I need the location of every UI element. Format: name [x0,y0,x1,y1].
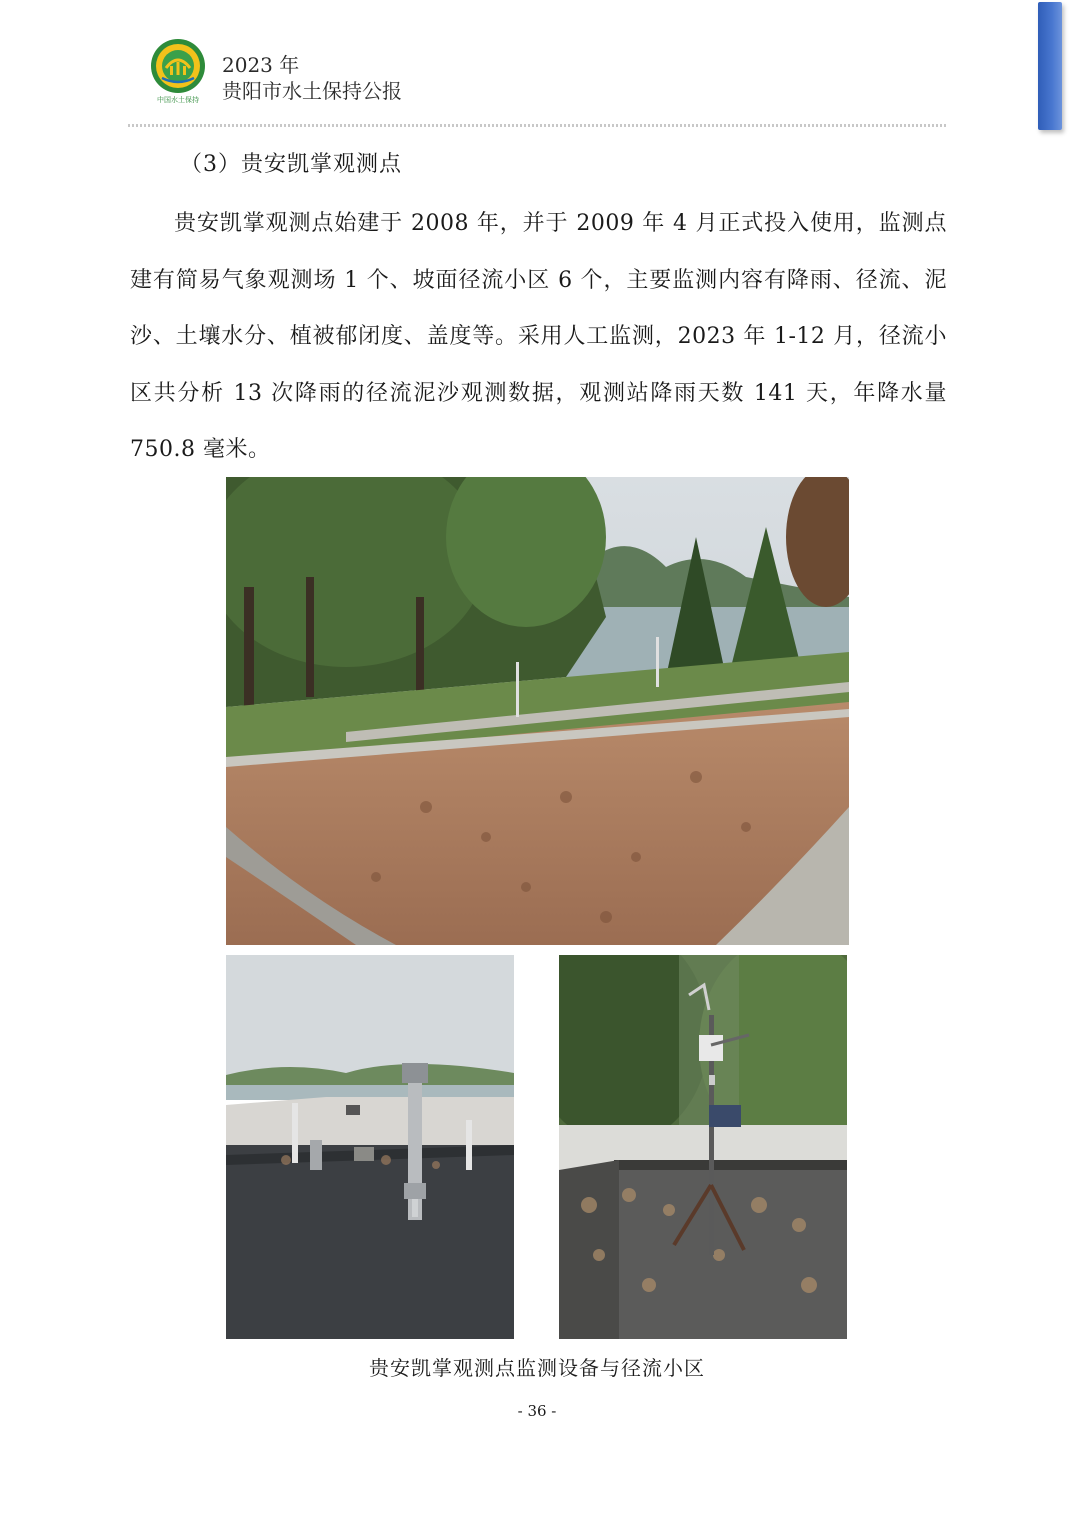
section-paragraph: 贵安凯掌观测点始建于 2008 年，并于 2009 年 4 月正式投入使用，监测点建有简易气象观测场 1 个、坡面径流小区 6 个，主要监测内容有降雨、径流、泥沙、土壤水分、植被郁闭度、盖度等。采用人工监测，2023 年 1-12 月，径流小区共分析 13 次降雨的径流泥沙观测数据，观测站降雨天数 141 天，年降水量 750.8 毫米。 [130,211,947,462]
report-title: 贵阳市水土保持公报 [222,79,402,103]
rain-gauge-equipment-photo [226,955,514,1339]
report-header [222,52,402,104]
water-soil-conservation-logo [148,38,208,106]
weather-station-photo [559,955,847,1339]
page-number: - 36 - [517,1402,557,1420]
section-heading: （3）贵安凯掌观测点 [180,152,402,177]
figure-caption: 贵安凯掌观测点监测设备与径流小区 [369,1356,705,1380]
side-tab-marker [1038,2,1062,130]
header-divider [128,124,946,127]
runoff-plots-photo [226,477,849,945]
report-year: 2023 年 [222,53,300,77]
logo-text: 中国水土保持 [157,96,199,104]
